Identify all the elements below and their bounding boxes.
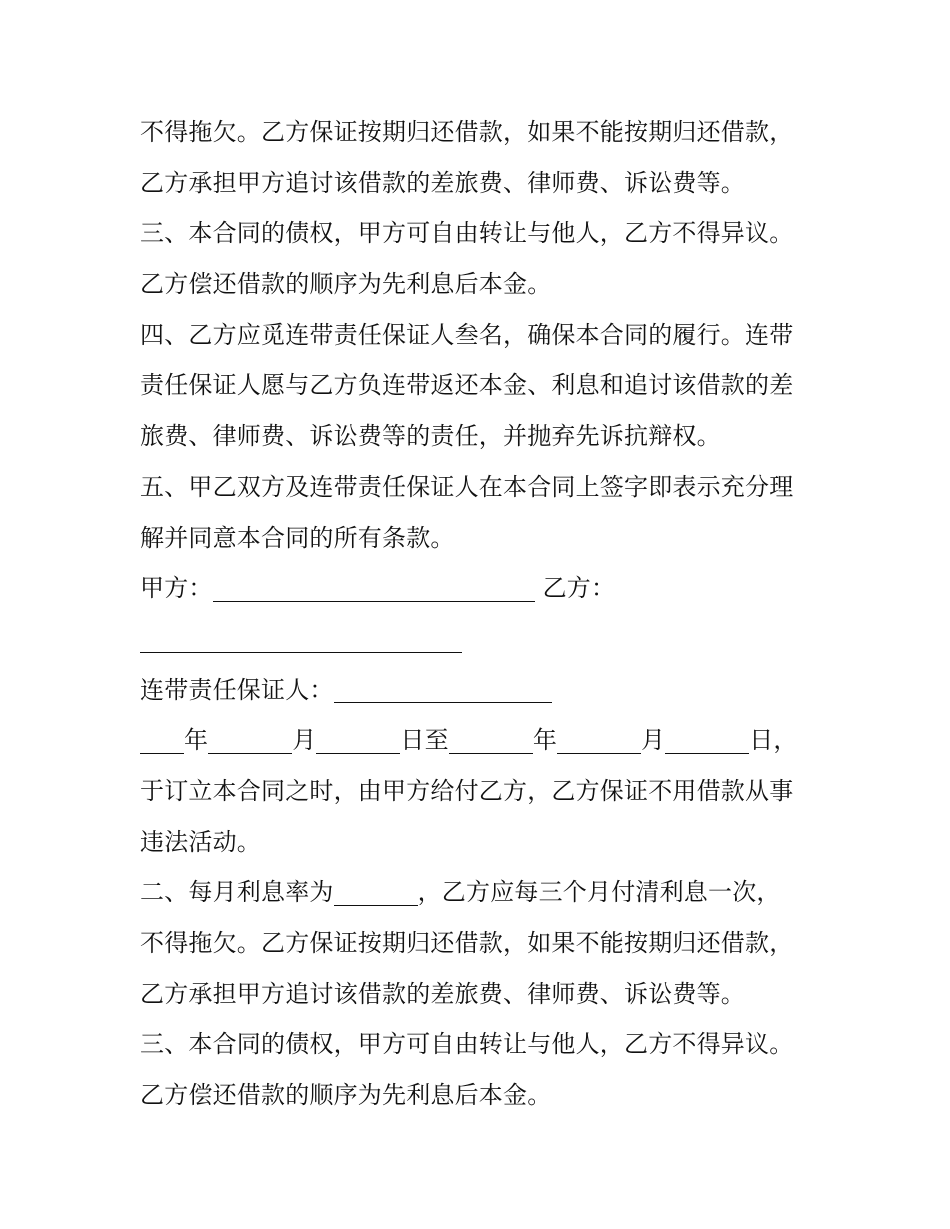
party-b-signature-blank: [140, 618, 462, 653]
text-line: 旅费、律师费、诉讼费等的责任，并抛弃先诉抗辩权。: [140, 422, 721, 451]
signature-line-continued: [140, 614, 830, 665]
guarantor-label: 连带责任保证人：: [140, 675, 334, 704]
text-line: 乙方承担甲方追讨该借款的差旅费、律师费、诉讼费等。: [140, 168, 745, 197]
interest-rate-blank: [334, 871, 418, 906]
guarantor-line: [140, 665, 830, 716]
signature-line-parties: [140, 563, 830, 614]
date-line: [140, 715, 830, 766]
year-blank-2: [449, 719, 533, 754]
year-label: 年: [184, 726, 209, 755]
interest-prefix: 二、每月利息率为: [140, 878, 334, 907]
year-blank: [140, 719, 184, 754]
guarantor-signature-blank: [334, 668, 552, 703]
day-end-label: 日，: [749, 726, 798, 755]
day-blank-2: [665, 719, 749, 754]
text-line: 三、本合同的债权，甲方可自由转让与他人，乙方不得异议。: [140, 219, 794, 248]
text-line: 三、本合同的债权，甲方可自由转让与他人，乙方不得异议。: [140, 1030, 794, 1059]
document-body: [140, 107, 830, 1121]
text-line: 不得拖欠。乙方保证按期归还借款，如果不能按期归还借款，: [140, 929, 794, 957]
text-line: 于订立本合同之时，由甲方给付乙方，乙方保证不用借款从事: [140, 776, 794, 805]
text-line: 不得拖欠。乙方保证按期归还借款，如果不能按期归还借款，: [140, 118, 794, 146]
text-line: 四、乙方应觅连带责任保证人叁名，确保本合同的履行。连带: [140, 320, 794, 349]
interest-suffix: ，乙方应每三个月付清利息一次，: [417, 878, 781, 907]
party-b-label: 乙方：: [542, 574, 616, 603]
year-label-2: 年: [532, 726, 558, 755]
month-blank-2: [557, 719, 641, 754]
text-line: 责任保证人愿与乙方负连带返还本金、利息和追讨该借款的差: [140, 371, 794, 400]
text-line: 乙方偿还借款的顺序为先利息后本金。: [140, 270, 552, 299]
text-line: 五、甲乙双方及连带责任保证人在本合同上签字即表示充分理: [140, 472, 794, 501]
month-blank: [208, 719, 292, 754]
text-line: 乙方偿还借款的顺序为先利息后本金。: [140, 1081, 552, 1110]
month-label-2: 月: [641, 726, 666, 755]
interest-line: [140, 867, 830, 918]
day-to-label: 日至: [400, 726, 449, 755]
party-a-label: 甲方：: [140, 574, 213, 603]
text-line: 乙方承担甲方追讨该借款的差旅费、律师费、诉讼费等。: [140, 979, 745, 1008]
party-a-signature-blank: [213, 567, 535, 602]
text-line: 解并同意本合同的所有条款。: [140, 523, 455, 552]
text-line: 违法活动。: [140, 827, 261, 856]
day-blank: [316, 719, 400, 754]
month-label: 月: [292, 726, 317, 755]
